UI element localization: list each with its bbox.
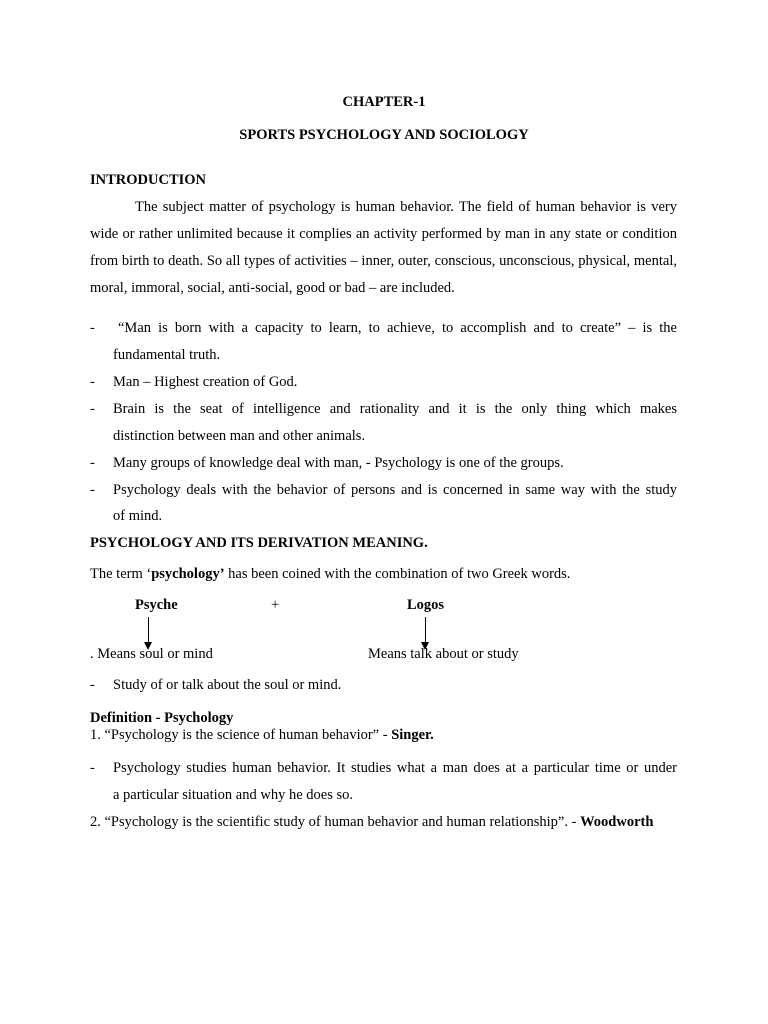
bullet-dash: - <box>90 320 95 336</box>
definition-2-author: Woodworth <box>580 814 654 830</box>
meaning-psyche: . Means soul or mind <box>90 646 213 662</box>
bullet-line: Man – Highest creation of God. <box>113 374 298 390</box>
definition-1 <box>90 727 434 744</box>
bullet-dash: - <box>90 401 95 417</box>
definition-heading: Definition - Psychology <box>90 710 234 726</box>
down-arrow-logos <box>425 617 426 643</box>
chapter-label: CHAPTER-1 <box>342 94 426 110</box>
bullet-dash: - <box>90 760 95 776</box>
derivation-heading: PSYCHOLOGY AND ITS DERIVATION MEANING. <box>90 535 428 551</box>
bullet-line: of mind. <box>113 508 163 524</box>
definition-2 <box>90 814 653 831</box>
definition-1-author: Singer. <box>391 727 434 743</box>
definition-1-text: 1. “Psychology is the science of human behavior” - <box>90 727 392 743</box>
greek-word-psyche: Psyche <box>135 597 178 613</box>
term-word: psychology’ <box>151 566 225 582</box>
term-suffix: has been coined with the combination of two Greek words. <box>224 566 571 582</box>
bullet-line: “Man is born with a capacity to learn, to achieve, to accomplish and to create” – is the <box>118 320 677 336</box>
derivation-sentence <box>90 566 570 583</box>
bullet-line: Psychology deals with the behavior of persons and is concerned in same way with the study <box>113 482 677 498</box>
bullet-line: fundamental truth. <box>113 347 221 363</box>
greek-word-logos: Logos <box>407 597 445 613</box>
derivation-summary: Study of or talk about the soul or mind. <box>113 677 342 693</box>
bullet-dash: - <box>90 482 95 498</box>
bullet-dash: - <box>90 374 95 390</box>
chapter-title: SPORTS PSYCHOLOGY AND SOCIOLOGY <box>239 127 529 143</box>
definition-note-line: a particular situation and why he does so. <box>113 787 353 803</box>
bullet-line: Many groups of knowledge deal with man, - Psychology is one of the groups. <box>113 455 564 471</box>
bullet-line: Brain is the seat of intelligence and rationality and it is the only thing which makes <box>113 401 677 417</box>
definition-note-line: Psychology studies human behavior. It studies what a man does at a particular time or under <box>113 760 677 776</box>
meaning-logos: Means talk about or study <box>368 646 519 662</box>
bullet-dash: - <box>90 455 95 471</box>
definition-2-text: 2. “Psychology is the scientific study of human behavior and human relationship”. - <box>90 814 581 830</box>
plus-sign: + <box>271 597 280 613</box>
bullet-line: distinction between man and other animals. <box>113 428 366 444</box>
term-prefix: The term ‘ <box>90 566 152 582</box>
intro-heading: INTRODUCTION <box>90 172 207 188</box>
intro-paragraph: The subject matter of psychology is human behavior. The field of human behavior is very wide or rather unlimited because it complies an activity performed by man in any state or condition from birth to death. So all types of activities – inner, outer, conscious, unconscious, physical, mental, moral, immoral, social, anti-social, good or bad – are included. <box>90 199 677 296</box>
bullet-dash: - <box>90 677 95 693</box>
down-arrow-psyche <box>148 617 149 643</box>
